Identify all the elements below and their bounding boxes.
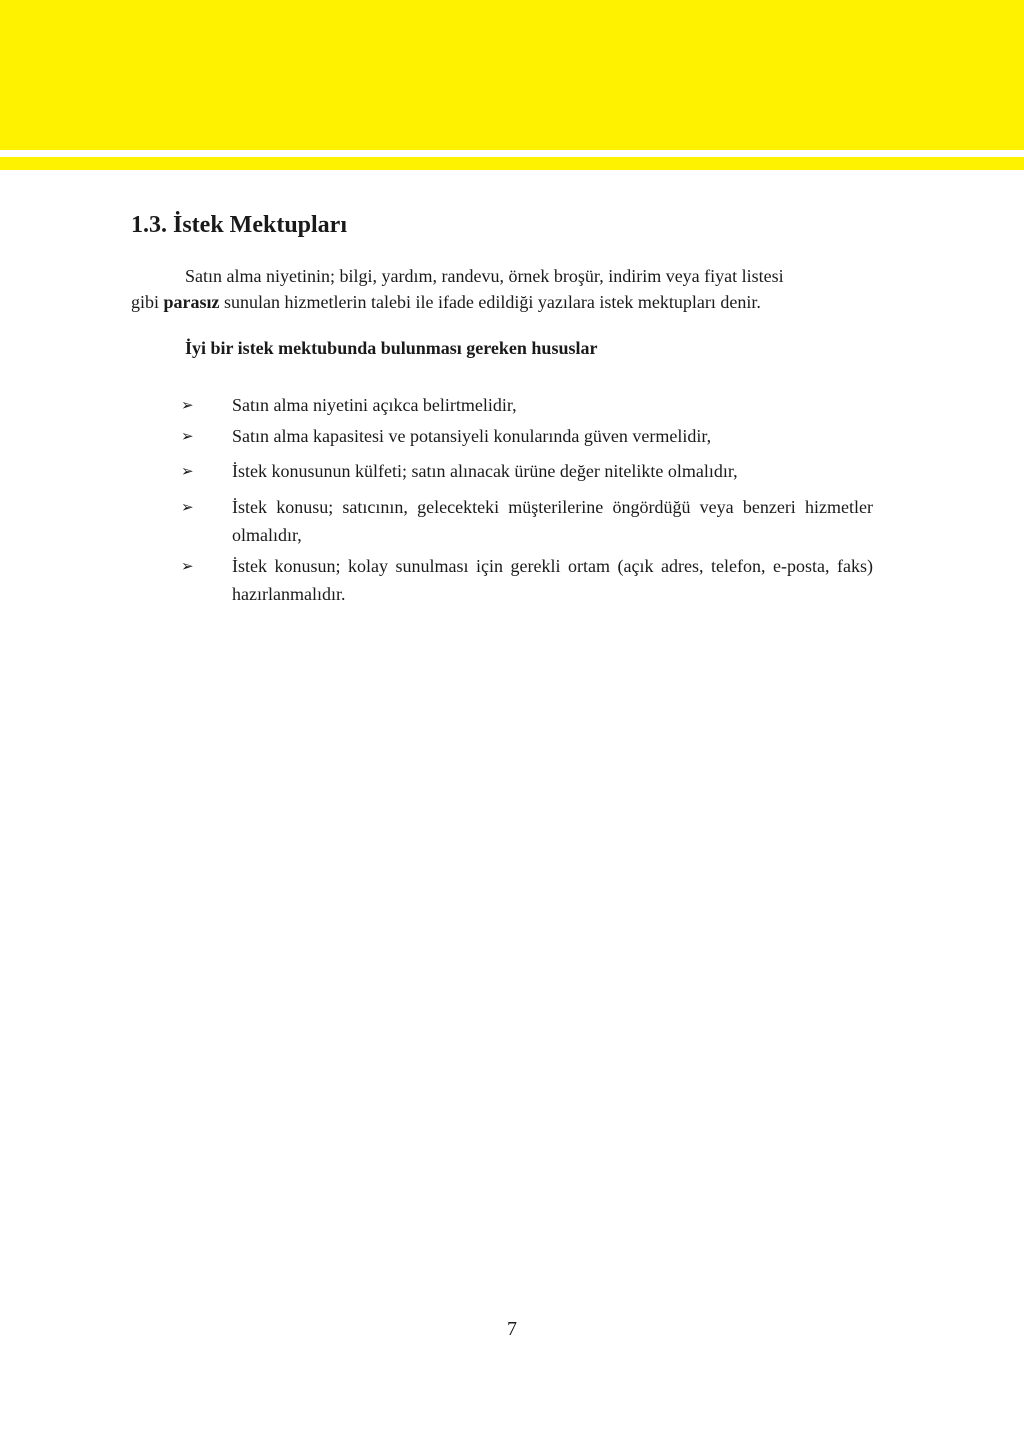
list-item-text: İstek konusunun külfeti; satın alınacak ürüne değer nitelikte olmalıdır, bbox=[232, 461, 738, 481]
intro-paragraph bbox=[131, 263, 871, 315]
list-item-text: İstek konusun; kolay sunulması için gerekli ortam (açık adres, telefon, e-posta, faks) hazırlanmalıdır. bbox=[232, 556, 873, 604]
list-subheading: İyi bir istek mektubunda bulunması gereken hususlar bbox=[185, 338, 598, 358]
page-number: 7 bbox=[507, 1318, 517, 1340]
list-item bbox=[181, 391, 873, 419]
section-title: 1.3. İstek Mektupları bbox=[131, 212, 347, 238]
arrowhead-right-icon: ➢ bbox=[181, 498, 194, 516]
arrowhead-right-icon: ➢ bbox=[181, 396, 194, 414]
arrowhead-right-icon: ➢ bbox=[181, 427, 194, 445]
arrowhead-right-icon: ➢ bbox=[181, 462, 194, 480]
intro-bold-word: parasız bbox=[163, 292, 220, 312]
header-yellow-stripe bbox=[0, 157, 1024, 170]
list-item-text: Satın alma niyetini açıkca belirtmelidir, bbox=[232, 395, 517, 415]
intro-line-1: Satın alma niyetinin; bilgi, yardım, randevu, örnek broşür, indirim veya fiyat listesi bbox=[185, 266, 784, 286]
list-item-text: Satın alma kapasitesi ve potansiyeli konularında güven vermelidir, bbox=[232, 426, 712, 446]
list-item bbox=[181, 457, 873, 485]
header-yellow-band bbox=[0, 0, 1024, 150]
list-item bbox=[181, 493, 873, 549]
list-item bbox=[181, 422, 873, 450]
list-item bbox=[181, 552, 873, 608]
arrowhead-right-icon: ➢ bbox=[181, 557, 194, 575]
list-item-text: İstek konusu; satıcının, gelecekteki müşterilerine öngördüğü veya benzeri hizmetler olmalıdır, bbox=[232, 497, 873, 545]
intro-text-after: sunulan hizmetlerin talebi ile ifade edildiği yazılara istek mektupları denir. bbox=[219, 292, 761, 312]
intro-text-before: gibi bbox=[131, 292, 164, 312]
intro-line-2 bbox=[131, 289, 871, 315]
